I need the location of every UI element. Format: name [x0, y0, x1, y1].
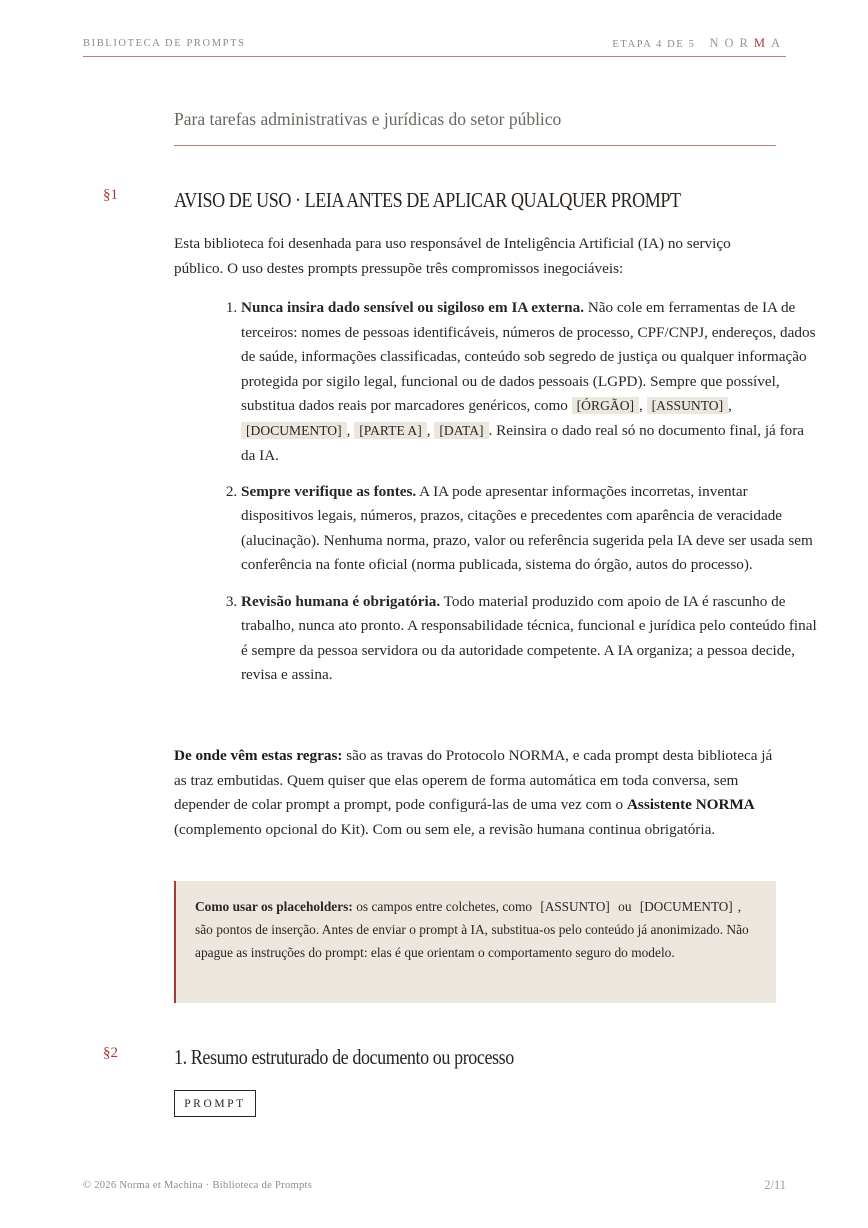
- list-item: 1. Nunca insira dado sensível ou sigiloso em IA externa. Não cole em ferramentas de IA de terceiros: nomes de pessoas identificáveis, números de processo, CPF/CNPJ, endereços, dados de saúde, informações classificadas, conteúdo sob segredo de justiça ou qualquer informação protegida por sigilo legal, funcional ou de dados pessoais (LGPD). Sempre que possível, substitua dados reais por marcadores genéricos, como [ÓRGÃO] , [ASSUNTO] , [DOCUMENTO] , [PARTE A] , [DATA] . Reinsira o dado real só no documento final, já fora da IA.: [241, 296, 817, 468]
- rules-list: [198, 296, 817, 699]
- placeholder-tag: [DATA]: [434, 422, 488, 439]
- section-title: AVISO DE USO · LEIA ANTES DE APLICAR QUALQUER PROMPT: [174, 188, 681, 212]
- placeholder-callout: Como usar os placeholders: os campos entre colchetes, como [ASSUNTO] ou [DOCUMENTO] , são pontos de inserção. Antes de enviar o prompt à IA, substitua-os pelo conteúdo já anonimizado. Não apague as instruções do prompt: elas é que orientam o comportamento seguro do modelo.: [174, 881, 776, 1003]
- placeholder-tag: [DOCUMENTO]: [639, 899, 733, 914]
- page-subtitle: Para tarefas administrativas e jurídicas do setor público: [174, 109, 776, 146]
- placeholder-tag: [DOCUMENTO]: [241, 422, 347, 439]
- rule-lead: Revisão humana é obrigatória.: [241, 592, 441, 610]
- page-number: 2/11: [764, 1178, 786, 1192]
- list-item: 3. Revisão humana é obrigatória. Todo material produzido com apoio de IA é rascunho de trabalho, nunca ato pronto. A responsabilidade técnica, funcional e jurídica pelo conteúdo final é sempre da pessoa servidora ou da autoridade competente. A IA organiza; a pessoa decide, revisa e assina.: [241, 590, 817, 688]
- section-number: §2: [103, 1045, 118, 1061]
- rule-lead: Sempre verifique as fontes.: [241, 482, 417, 500]
- footer-copyright: © 2026 Norma et Machina · Biblioteca de Prompts: [83, 1180, 313, 1191]
- prompt-label: PROMPT: [174, 1090, 256, 1117]
- section-number: §1: [103, 187, 118, 203]
- list-item: 2. Sempre verifique as fontes. A IA pode apresentar informações incorretas, inventar dispositivos legais, números, prazos, citações e precedentes com aparência de veracidade (alucinação). Nenhuma norma, prazo, valor ou referência sugerida pela IA deve ser usada sem conferência na fonte oficial (norma publicada, sistema do órgão, autos do processo).: [241, 480, 817, 578]
- page-header: [83, 36, 786, 57]
- intro-paragraph: Esta biblioteca foi desenhada para uso responsável de Inteligência Artificial (IA) no serviço público. O uso destes prompts pressupõe três compromissos inegociáveis:: [174, 235, 731, 277]
- placeholder-tag: [ÓRGÃO]: [572, 397, 639, 414]
- header-right: [612, 36, 786, 51]
- section-title: 1. Resumo estruturado de documento ou processo: [174, 1045, 514, 1069]
- placeholder-tag: [ASSUNTO]: [647, 397, 729, 414]
- library-label: BIBLIOTECA DE PROMPTS: [83, 38, 246, 49]
- rule-lead: Nunca insira dado sensível ou sigiloso em IA externa.: [241, 299, 585, 316]
- step-indicator: ETAPA 4 DE 5: [612, 39, 696, 50]
- placeholder-tag: [PARTE A]: [354, 422, 427, 439]
- placeholder-tag: [ASSUNTO]: [540, 899, 610, 914]
- brand-logo: NORMA: [709, 36, 786, 50]
- origin-paragraph: De onde vêm estas regras: são as travas do Protocolo NORMA, e cada prompt desta biblioteca já as traz embutidas. Quem quiser que elas operem de forma automática em toda conversa, sem depender de colar prompt a prompt, pode configurá-las de uma vez com o Assistente NORMA (complemento opcional do Kit). Com ou sem ele, a revisão humana continua obrigatória.: [174, 747, 773, 838]
